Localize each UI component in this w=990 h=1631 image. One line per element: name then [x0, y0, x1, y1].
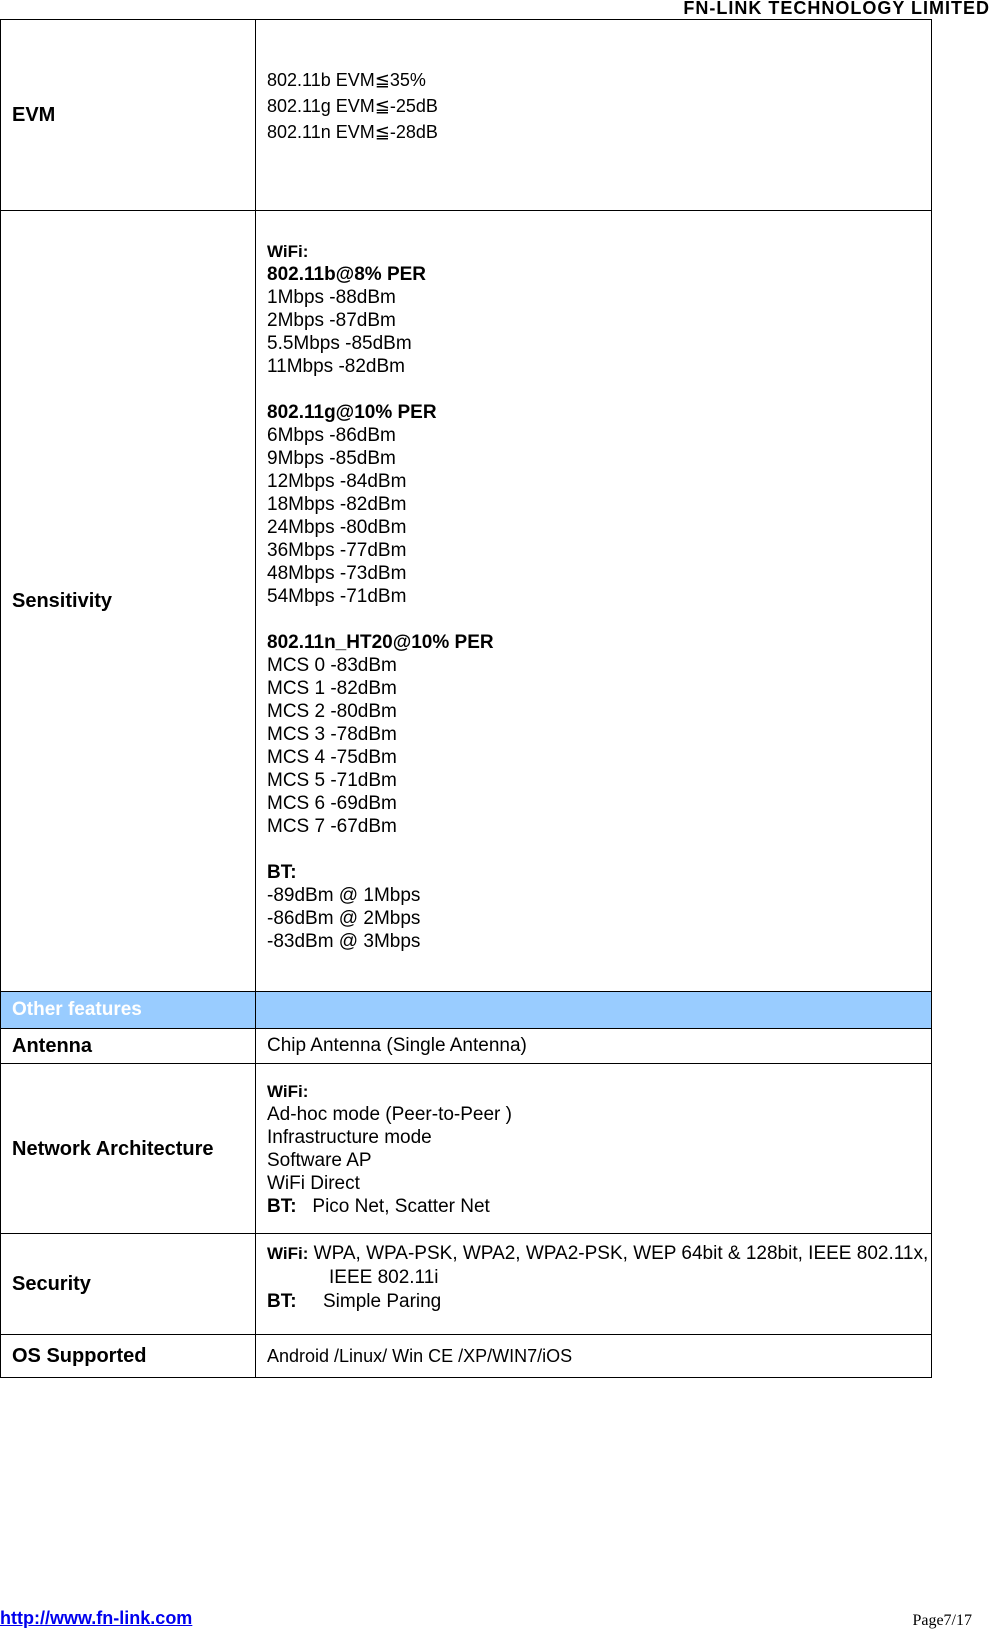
network-bt-title: BT: — [267, 1195, 297, 1217]
evm-line-b: 802.11b EVM≦35% — [267, 70, 426, 90]
sens-g-line: 48Mbps -73dBm — [267, 563, 407, 584]
sens-g-line: 12Mbps -84dBm — [267, 471, 407, 492]
antenna-row — [1, 1029, 932, 1064]
sens-n-line: MCS 2 -80dBm — [267, 701, 397, 722]
evm-label: EVM — [1, 20, 256, 211]
spacer — [267, 838, 931, 861]
sens-n-line: MCS 1 -82dBm — [267, 678, 397, 699]
sens-wifi-title: WiFi: — [267, 242, 309, 261]
sens-g-line: 36Mbps -77dBm — [267, 540, 407, 561]
network-line: Ad-hoc mode (Peer-to-Peer ) — [267, 1103, 512, 1125]
sens-b-line: 11Mbps -82dBm — [267, 356, 405, 377]
security-wifi-line — [267, 1242, 931, 1290]
security-wifi-title: WiFi: — [267, 1244, 309, 1263]
network-row — [1, 1064, 932, 1234]
os-row — [1, 1335, 932, 1378]
network-wifi-title: WiFi: — [267, 1081, 309, 1101]
security-values — [256, 1234, 932, 1335]
security-label: Security — [1, 1234, 256, 1335]
os-value: Android /Linux/ Win CE /XP/WIN7/iOS — [256, 1335, 932, 1378]
sens-bt-title: BT: — [267, 862, 297, 883]
page-number: Page7/17 — [912, 1612, 972, 1629]
evm-row — [1, 20, 932, 211]
sens-b-line: 5.5Mbps -85dBm — [267, 333, 412, 354]
sens-b-line: 2Mbps -87dBm — [267, 310, 396, 331]
evm-line-n: 802.11n EVM≦-28dB — [267, 122, 438, 142]
security-bt-line — [267, 1290, 931, 1314]
footer-link[interactable]: http://www.fn-link.com — [0, 1608, 193, 1628]
sensitivity-row — [1, 211, 932, 992]
network-line: WiFi Direct — [267, 1172, 360, 1194]
security-wifi-value: WPA, WPA-PSK, WPA2, WPA2-PSK, WEP 64bit & 128bit, IEEE 802.11x, IEEE 802.11i — [313, 1243, 929, 1288]
network-bt-line — [267, 1195, 931, 1218]
company-name: FN-LINK TECHNOLOGY LIMITED — [683, 0, 990, 18]
network-label: Network Architecture — [1, 1064, 256, 1234]
sens-g-title: 802.11g@10% PER — [267, 402, 437, 423]
evm-values — [256, 20, 932, 211]
sens-b-title: 802.11b@8% PER — [267, 264, 427, 285]
os-label: OS Supported — [1, 1335, 256, 1378]
sensitivity-values — [256, 211, 932, 992]
security-bt-title: BT: — [267, 1291, 297, 1312]
other-features-row — [1, 992, 932, 1029]
sensitivity-label: Sensitivity — [1, 211, 256, 992]
sens-n-line: MCS 7 -67dBm — [267, 816, 397, 837]
evm-line-g: 802.11g EVM≦-25dB — [267, 96, 438, 116]
sens-bt-line: -86dBm @ 2Mbps — [267, 908, 421, 929]
antenna-value: Chip Antenna (Single Antenna) — [256, 1029, 932, 1064]
sens-n-title: 802.11n_HT20@10% PER — [267, 632, 494, 653]
network-bt-value: Pico Net, Scatter Net — [312, 1195, 490, 1217]
sens-g-line: 9Mbps -85dBm — [267, 448, 396, 469]
network-values — [256, 1064, 932, 1234]
sens-n-line: MCS 6 -69dBm — [267, 793, 397, 814]
sens-g-line: 54Mbps -71dBm — [267, 586, 407, 607]
security-bt-value: Simple Paring — [322, 1291, 442, 1312]
sens-n-line: MCS 4 -75dBm — [267, 747, 397, 768]
antenna-label: Antenna — [1, 1029, 256, 1064]
sens-n-line: MCS 0 -83dBm — [267, 655, 397, 676]
sens-bt-line: -89dBm @ 1Mbps — [267, 885, 421, 906]
security-row — [1, 1234, 932, 1335]
network-line: Infrastructure mode — [267, 1126, 432, 1148]
spec-table — [0, 19, 932, 1378]
other-features-label: Other features — [1, 992, 256, 1029]
sens-g-line: 18Mbps -82dBm — [267, 494, 407, 515]
sens-n-line: MCS 3 -78dBm — [267, 724, 397, 745]
spacer — [267, 378, 931, 401]
sens-bt-line: -83dBm @ 3Mbps — [267, 931, 421, 952]
sens-g-line: 6Mbps -86dBm — [267, 425, 396, 446]
sens-b-line: 1Mbps -88dBm — [267, 287, 396, 308]
sens-g-line: 24Mbps -80dBm — [267, 517, 407, 538]
other-features-empty — [256, 992, 932, 1029]
sens-n-line: MCS 5 -71dBm — [267, 770, 397, 791]
network-line: Software AP — [267, 1149, 372, 1171]
spacer — [267, 608, 931, 631]
